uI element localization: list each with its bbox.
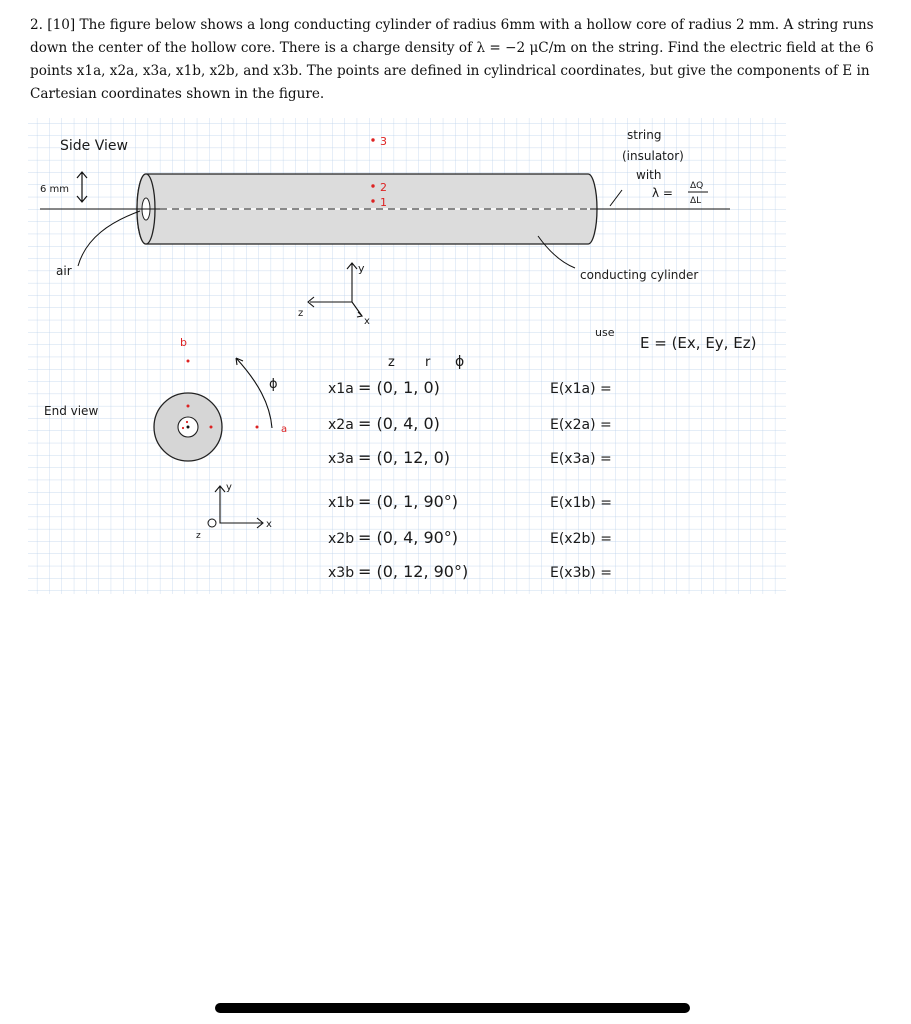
end-point-2b xyxy=(187,405,190,408)
phi-label: ϕ xyxy=(269,377,278,392)
end-axis-x: x xyxy=(266,519,272,530)
dl-label: ΔL xyxy=(690,196,702,206)
point-1-dot xyxy=(371,199,374,202)
row-x2b-field: E(x2b) = xyxy=(550,531,613,547)
end-point-3b xyxy=(187,360,190,363)
lambda-label: λ = xyxy=(652,186,673,200)
row-x3a-field: E(x3a) = xyxy=(550,451,612,467)
row-x3b-field: E(x3b) = xyxy=(550,565,613,581)
end-point-1a xyxy=(182,427,184,429)
end-point-1b xyxy=(186,421,188,423)
end-axis-y: y xyxy=(226,482,232,493)
row-x1b-name: x1b xyxy=(328,495,355,511)
point-a-label: a xyxy=(281,424,288,435)
point-3-dot xyxy=(371,138,374,141)
air-label: air xyxy=(56,264,72,278)
row-x1b-coords: = (0, 1, 90°) xyxy=(358,492,459,511)
problem-statement: 2. [10] The figure below shows a long conducting cylinder of radius 6mm with a hollow core of radius 2 mm. A string runs down the center of the hollow core. There is a charge density of λ = −2 μC/m on the string. Find the electric field at the 6 points x1a, x2a, x3a, x1b, x2b, and x3b. The points are defined in cylindrical coordinates, but give the components of E in Cartesian coordinates shown in the figure. xyxy=(30,17,874,102)
string-label-line2: (insulator) xyxy=(622,149,684,163)
point-2-label: 2 xyxy=(380,181,387,194)
row-x2a-name: x2a xyxy=(328,417,354,433)
point-3-label: 3 xyxy=(380,135,387,148)
row-x1a-name: x1a xyxy=(328,381,354,397)
side-view-title: Side View xyxy=(60,138,128,154)
side-axis-z: z xyxy=(298,308,304,319)
end-view-string xyxy=(187,426,190,429)
row-x3b-name: x3b xyxy=(328,565,355,581)
dimension-label: 6 mm xyxy=(40,184,70,195)
string-label-line3: with xyxy=(636,168,662,182)
field-definition: E = (Ex, Ey, Ez) xyxy=(640,334,757,352)
row-x3a-coords: = (0, 12, 0) xyxy=(358,448,451,467)
side-axis-y: y xyxy=(358,262,365,275)
row-x1b-field: E(x1b) = xyxy=(550,495,613,511)
use-label: use xyxy=(595,326,615,339)
point-b-label: b xyxy=(180,336,187,349)
end-view-title: End view xyxy=(44,404,99,418)
string-label-line1: string xyxy=(627,128,662,142)
row-x3b-coords: = (0, 12, 90°) xyxy=(358,562,469,581)
end-axis-z: z xyxy=(196,531,201,541)
point-1-label: 1 xyxy=(380,196,387,209)
home-indicator[interactable] xyxy=(215,1003,690,1013)
cylinder-label: conducting cylinder xyxy=(580,268,699,282)
row-x2a-field: E(x2a) = xyxy=(550,417,612,433)
end-point-2a xyxy=(210,426,213,429)
row-x1a-coords: = (0, 1, 0) xyxy=(358,378,440,397)
dq-label: ΔQ xyxy=(690,181,704,191)
row-x2a-coords: = (0, 4, 0) xyxy=(358,414,440,433)
header-r: r xyxy=(425,355,431,370)
row-x1a-field: E(x1a) = xyxy=(550,381,612,397)
header-phi: ϕ xyxy=(455,354,465,370)
header-z: z xyxy=(388,355,395,370)
side-axis-x: x xyxy=(364,316,370,327)
point-2-dot xyxy=(371,184,374,187)
end-point-3a xyxy=(256,426,259,429)
row-x3a-name: x3a xyxy=(328,451,354,467)
row-x2b-name: x2b xyxy=(328,531,355,547)
row-x2b-coords: = (0, 4, 90°) xyxy=(358,528,459,547)
